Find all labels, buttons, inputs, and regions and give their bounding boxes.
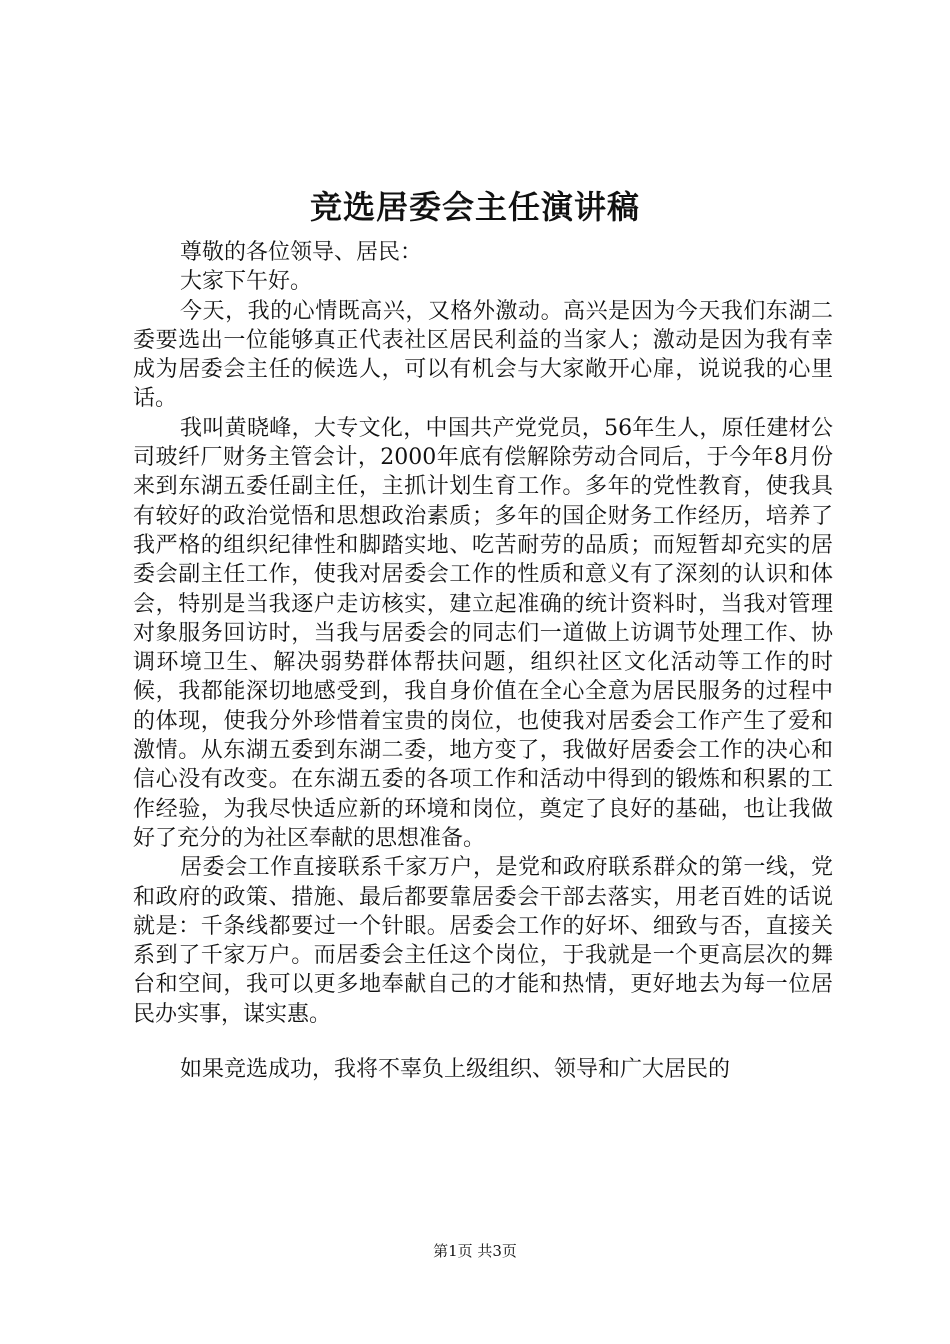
body-paragraph: 今天，我的心情既高兴，又格外激动。高兴是因为今天我们东湖二委要选出一位能够真正代表社区居民利益的当家人；激动是因为我有幸成为居委会主任的候选人，可以有机会与大家敞开心扉，说说我的心里话。 [133,298,833,412]
document-title: 竞选居委会主任演讲稿 [309,188,640,226]
document-body [133,238,833,1084]
body-paragraph: 如果竞选成功，我将不辜负上级组织、领导和广大居民的 [180,1057,731,1083]
body-paragraph: 居委会工作直接联系千家万户，是党和政府联系群众的第一线，党和政府的政策、措施、最后都要靠居委会干部去落实，用老百姓的话说就是：千条线都要过一个针眼。居委会工作的好坏、细致与否，直接关系到了千家万户。而居委会主任这个岗位，于我就是一个更高层次的舞台和空间，我可以更多地奉献自己的才能和热情，更好地去为每一位居民办实事，谋实惠。 [133,855,833,1027]
body-paragraph: 我叫黄晓峰，大专文化，中国共产党党员，56年生人，原任建材公司玻纤厂财务主管会计，2000年底有偿解除劳动合同后，于今年8月份来到东湖五委任副主任，主抓计划生育工作。多年的党性教育，使我具有较好的政治觉悟和思想政治素质；多年的国企财务工作经历，培养了我严格的组织纪律性和脚踏实地、吃苦耐劳的品质；而短暂却充实的居委会副主任工作，使我对居委会工作的性质和意义有了深刻的认识和体会，特别是当我逐户走访核实，建立起准确的统计资料时，当我对管理对象服务回访时，当我与居委会的同志们一道做上访调节处理工作、协调环境卫生、解决弱势群体帮扶问题，组织社区文化活动等工作的时候，我都能深切地感受到，我自身价值在全心全意为居民服务的过程中的体现，使我分外珍惜着宝贵的岗位，也使我对居委会工作产生了爱和激情。从东湖五委到东湖二委，地方变了，我做好居委会工作的决心和信心没有改变。在东湖五委的各项工作和活动中得到的锻炼和积累的工作经验，为我尽快适应新的环境和岗位，奠定了良好的基础，也让我做好了充分的为社区奉献的思想准备。 [133,415,833,851]
salutation: 尊敬的各位领导、居民： [180,240,423,265]
greeting: 大家下午好。 [180,269,313,295]
page-number-footer: 第1页 共3页 [433,1242,517,1260]
